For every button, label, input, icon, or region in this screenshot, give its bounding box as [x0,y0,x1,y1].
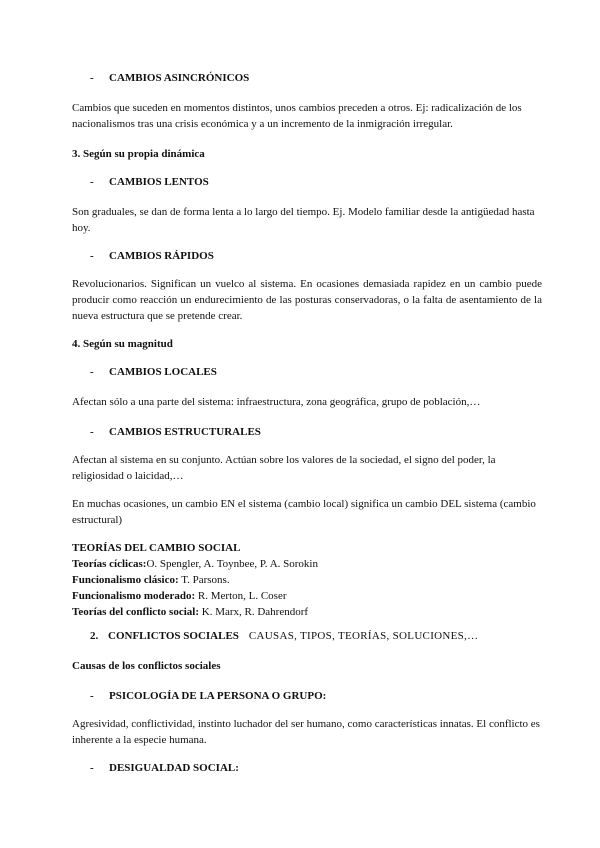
section-heading-magnitud: 4. Según su magnitud [72,338,173,350]
theory-line [72,556,542,572]
heading-text: CAMBIOS LENTOS [109,176,209,188]
numbered-heading-conflictos [90,628,478,644]
section-heading-dinamica: 3. Según su propia dinámica [72,148,205,160]
theories-block [72,540,542,620]
bullet-dash: - [90,72,94,84]
paragraph-asincronicos: Cambios que suceden en momentos distintos, unos cambios preceden a otros. Ej: radicalización de los nacionalismos tras una crisis económica y a un incremento de la inmigración irregular. [72,102,522,130]
heading-text: DESIGUALDAD SOCIAL: [109,762,239,774]
theory-label: Funcionalismo clásico: [72,574,179,586]
bullet-heading-lentos [90,174,209,190]
bullet-dash: - [90,762,94,774]
bullet-dash: - [90,690,94,702]
bullet-dash: - [90,366,94,378]
theory-label: Teorías cíclicas: [72,558,147,570]
heading-text: CAMBIOS LOCALES [109,366,217,378]
bullet-heading-psicologia [90,688,326,704]
theory-line [72,588,542,604]
theory-authors: R. Merton, L. Coser [195,590,287,602]
bullet-dash: - [90,426,94,438]
theory-line [72,572,542,588]
bullet-heading-desigualdad [90,760,239,776]
bullet-dash: - [90,176,94,188]
heading-text: CONFLICTOS SOCIALES [108,630,239,642]
theory-label: Teorías del conflicto social: [72,606,199,618]
paragraph-estructurales: Afectan al sistema en su conjunto. Actúan sobre los valores de la sociedad, el signo del poder, la religiosidad o laicidad,… [72,454,496,482]
section-heading-causas: Causas de los conflictos sociales [72,660,221,672]
bullet-heading-locales [90,364,217,380]
paragraph-locales: Afectan sólo a una parte del sistema: infraestructura, zona geográfica, grupo de población,… [72,396,481,408]
theories-title: TEORÍAS DEL CAMBIO SOCIAL [72,542,241,554]
theory-label: Funcionalismo moderado: [72,590,196,602]
paragraph-psicologia: Agresividad, conflictividad, instinto luchador del ser humano, como características innatas. El conflicto es inherente a la especie humana. [72,718,540,746]
bullet-dash: - [90,250,94,262]
paragraph-ocasiones: En muchas ocasiones, un cambio EN el sistema (cambio local) significa un cambio DEL sistema (cambio estructural) [72,498,536,526]
theory-authors: K. Marx, R. Dahrendorf [199,606,309,618]
heading-text: CAMBIOS RÁPIDOS [109,250,214,262]
paragraph-rapidos: Revolucionarios. Significan un vuelco al sistema. En ocasiones demasiada rapidez en un cambio puede producir como reacción un endurecimiento de las posturas conservadoras, o la falta de asentamiento de la nueva estructura que se pretende crear. [72,278,542,322]
heading-text: PSICOLOGÍA DE LA PERSONA O GRUPO: [109,690,327,702]
theory-authors: O. Spengler, A. Toynbee, P. A. Sorokin [146,558,318,570]
heading-text: CAMBIOS ESTRUCTURALES [109,426,261,438]
heading-number: 2. [90,630,99,642]
heading-text: CAMBIOS ASINCRÓNICOS [109,72,250,84]
theory-authors: T. Parsons. [178,574,230,586]
bullet-heading-estructurales [90,424,261,440]
bullet-heading-rapidos [90,248,214,264]
theory-line [72,604,542,620]
heading-subtitle: CAUSAS, TIPOS, TEORÍAS, SOLUCIONES,… [248,630,479,642]
bullet-heading-asincronicos [90,70,249,86]
paragraph-lentos: Son graduales, se dan de forma lenta a lo largo del tiempo. Ej. Modelo familiar desde la antigüedad hasta hoy. [72,206,535,234]
